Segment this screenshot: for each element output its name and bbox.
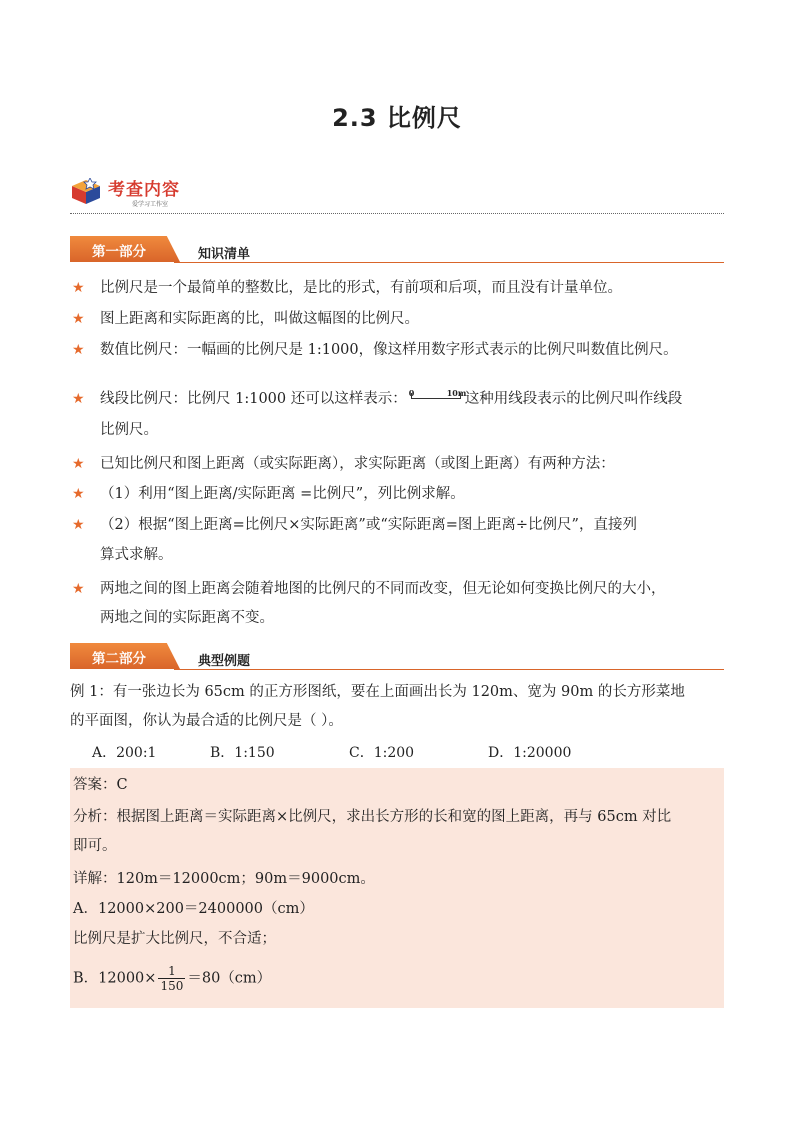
section-tab-label: 第一部分 — [92, 244, 146, 260]
analysis-line-continued: 即可。 — [73, 838, 117, 854]
option-d: D．1:20000 — [488, 745, 572, 761]
option-a-calc: A．12000×200＝2400000（cm） — [73, 901, 314, 917]
scale-label-right: 10m — [446, 388, 467, 398]
star-icon: ★ — [72, 581, 85, 597]
list-item-text: 算式求解。 — [100, 547, 173, 563]
fraction-numerator: 1 — [158, 964, 185, 979]
page-title: 2.3 比例尺 — [332, 104, 462, 132]
list-item-text: （1）利用“图上距离/实际距离 =比例尺”，列比例求解。 — [100, 486, 465, 502]
fraction-denominator: 150 — [160, 979, 184, 993]
section-header-2 — [70, 643, 724, 673]
fraction — [158, 964, 185, 993]
analysis-line: 分析：根据图上距离＝实际距离×比例尺，求出长方形的长和宽的图上距离，再与 65cm 对比 — [73, 809, 672, 825]
star-icon: ★ — [72, 280, 85, 296]
detail-line: 详解：120m＝12000cm；90m＝9000cm。 — [73, 871, 375, 887]
list-item-text: 图上距离和实际距离的比，叫做这幅图的比例尺。 — [100, 311, 419, 327]
list-item-text — [100, 386, 726, 413]
list-item-text: 比例尺是一个最简单的整数比，是比的形式，有前项和后项，而且没有计量单位。 — [100, 280, 622, 296]
divider — [70, 213, 724, 214]
star-icon: ★ — [72, 391, 85, 407]
segment-text-before: 线段比例尺：比例尺 1:1000 还可以这样表示： — [100, 391, 407, 407]
star-icon: ★ — [72, 456, 85, 472]
scale-label-left: 0 — [408, 388, 415, 398]
book-icon — [70, 178, 102, 204]
answer-box — [70, 768, 724, 1008]
list-item-text: 数值比例尺：一幅画的比例尺是 1:1000，像这样用数字形式表示的比例尺叫数值比例尺。 — [100, 342, 678, 358]
star-icon: ★ — [72, 517, 85, 533]
star-icon: ★ — [72, 486, 85, 502]
calc-suffix: ＝80（cm） — [187, 970, 272, 987]
option-b-calc — [73, 964, 723, 993]
logo-text: 考查内容 — [108, 180, 180, 200]
section-name: 知识清单 — [198, 247, 251, 262]
list-item-text: 比例尺。 — [100, 422, 158, 438]
option-c: C．1:200 — [349, 745, 415, 761]
list-item-text: （2）根据“图上距离=比例尺×实际距离”或“实际距离=图上距离÷比例尺”，直接列 — [100, 517, 637, 533]
section-rule — [174, 262, 724, 263]
calc-prefix: B．12000× — [73, 970, 157, 987]
option-a: A．200:1 — [92, 745, 157, 761]
list-item-text: 两地之间的实际距离不变。 — [100, 610, 274, 626]
option-a-note: 比例尺是扩大比例尺，不合适； — [73, 931, 276, 947]
option-b: B．1:150 — [210, 745, 275, 761]
list-item-text: 已知比例尺和图上距离（或实际距离），求实际距离（或图上距离）有两种方法： — [100, 456, 615, 472]
logo — [70, 172, 210, 212]
list-item-text: 两地之间的图上距离会随着地图的比例尺的不同而改变，但无论如何变换比例尺的大小， — [100, 581, 666, 597]
star-icon: ★ — [72, 311, 85, 327]
logo-subtext: 爱学习工作室 — [132, 201, 169, 208]
section-name: 典型例题 — [198, 654, 251, 669]
scale-bar — [408, 388, 467, 408]
section-rule — [174, 669, 724, 670]
section-tab-label: 第二部分 — [92, 651, 146, 667]
example-question: 例 1：有一张边长为 65cm 的正方形图纸，要在上面画出长为 120m、宽为 90m 的长方形菜地 — [70, 684, 685, 700]
star-icon: ★ — [72, 342, 85, 358]
segment-text-after: 这种用线段表示的比例尺叫作线段 — [464, 391, 683, 407]
section-header-1 — [70, 236, 724, 266]
answer-line: 答案：C — [73, 777, 128, 793]
example-question-continued: 的平面图，你认为最合适的比例尺是（ ）。 — [70, 713, 343, 729]
